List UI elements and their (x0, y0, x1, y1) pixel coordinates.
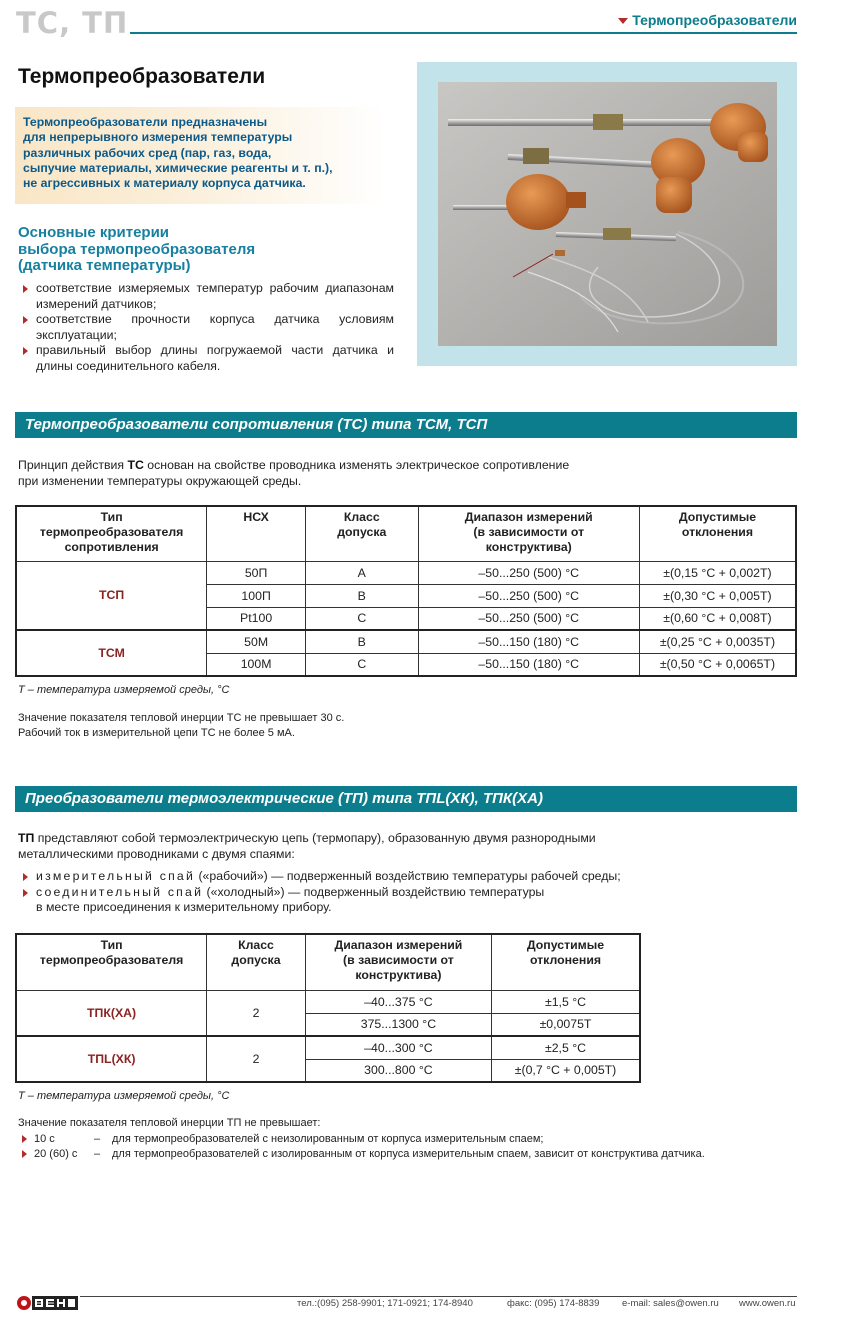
criteria-title-line: Основные критерии (18, 224, 170, 241)
tp-cell-range: 300...800 °C (305, 1059, 491, 1082)
ts-note-line: Значение показателя тепловой инерции ТС не превышает 30 с. (18, 712, 345, 724)
intro-line: для непрерывного измерения температуры (23, 130, 293, 145)
tp-th-dev: Допустимые отклонения (492, 934, 640, 990)
section-title (618, 12, 797, 28)
tp-inertia-title: Значение показателя тепловой инерции ТП не превышает: (18, 1117, 321, 1129)
tp-intro-bold: ТП (18, 831, 35, 845)
criteria-item: правильный выбор длины погружаемой части датчика и длины соединительного кабеля. (22, 343, 394, 374)
owen-logo (16, 1294, 78, 1312)
tp-intro (18, 831, 596, 862)
ts-note-t: T – температура измеряемой среды, °C (18, 684, 230, 696)
tp-cell-class: 2 (207, 1036, 306, 1082)
down-triangle-icon (618, 18, 628, 24)
tp-inertia (18, 1116, 778, 1163)
table-row (16, 561, 796, 584)
footer-phone: тел.:(095) 258-9901; 171-0921; 174-8940 (297, 1298, 473, 1309)
sensors-photo (438, 82, 777, 346)
footer-fax: факс: (095) 174-8839 (507, 1298, 600, 1309)
ts-principle-pre: Принцип действия (18, 458, 128, 472)
ts-cell-class: C (305, 653, 418, 676)
tp-note-t: T – температура измеряемой среды, °C (18, 1090, 230, 1102)
criteria-title (18, 225, 255, 275)
intro-line: Термопреобразователи предназначены (23, 115, 268, 129)
ts-cell-dev: ±(0,60 °C + 0,008T) (639, 607, 796, 630)
tp-type-name: ТПL(ХК) (16, 1036, 207, 1082)
ts-cell-class: A (305, 561, 418, 584)
ts-principle-bold: ТС (127, 458, 144, 472)
page-title: Термопреобразователи (18, 65, 266, 88)
junction-list (22, 869, 712, 916)
ts-principle-line1 (18, 458, 569, 474)
ts-cell-range: –50...150 (180) °C (418, 630, 639, 653)
ts-cell-nsh: 100М (207, 653, 306, 676)
table-row (16, 990, 640, 1013)
section-band-ts: Термопреобразователи сопротивления (ТС) типа ТСМ, ТСП (15, 412, 797, 438)
tp-type-name: ТПК(ХА) (16, 990, 207, 1036)
list-item: 20 (60) с – для термопреобразователей с изолированным от корпуса измерительным спаем, зависит от конструктива датчика. (18, 1147, 778, 1163)
ts-table-header (16, 506, 796, 561)
tp-cell-range: –40...300 °C (305, 1036, 491, 1059)
tp-table (15, 933, 641, 1083)
ts-cell-range: –50...150 (180) °C (418, 653, 639, 676)
intro-line: различных рабочих сред (пар, газ, вода, (23, 145, 272, 160)
ts-note-line: Рабочий ток в измерительной цепи ТС не более 5 мА. (18, 727, 295, 740)
ts-type-name: ТСМ (16, 630, 207, 676)
ts-cell-class: B (305, 630, 418, 653)
ts-cell-nsh: 50М (207, 630, 306, 653)
tp-intro-post: представляют собой термоэлектрическую цепь (термопару), образованную двумя разнородными (34, 831, 596, 845)
junction-item: соединительный спай («холодный») — подверженный воздействию температуры в месте присоединения к измерительному прибору. (22, 885, 712, 916)
ts-cell-range: –50...250 (500) °C (418, 561, 639, 584)
ts-th-dev: Допустимые отклонения (639, 506, 796, 561)
intro-line: не агрессивных к материалу корпуса датчика. (23, 176, 306, 191)
tp-cell-dev: ±(0,7 °C + 0,005T) (492, 1059, 640, 1082)
table-row (16, 1036, 640, 1059)
tp-cell-range: 375...1300 °C (305, 1013, 491, 1036)
ts-table (15, 505, 797, 677)
criteria-item: соответствие прочности корпуса датчика условиям эксплуатации; (22, 312, 394, 343)
criteria-item: соответствие измеряемых температур рабочим диапазонам измерений датчиков; (22, 281, 394, 312)
ts-cell-dev: ±(0,15 °C + 0,002T) (639, 561, 796, 584)
footer-email[interactable]: e-mail: sales@owen.ru (622, 1298, 719, 1309)
tp-cell-range: –40...375 °C (305, 990, 491, 1013)
criteria-title-line: выбора термопреобразователя (18, 240, 256, 258)
tp-th-range: Диапазон измерений (в зависимости от конструктива) (305, 934, 491, 990)
ts-cell-range: –50...250 (500) °C (418, 584, 639, 607)
ts-type-name: ТСП (16, 561, 207, 630)
tp-th-class: Класс допуска (207, 934, 306, 990)
ts-th-nsh: НСХ (207, 506, 306, 561)
intro-line: сыпучие материалы, химические реагенты и т. п.), (23, 160, 333, 175)
tp-cell-dev: ±0,0075T (492, 1013, 640, 1036)
ts-th-range: Диапазон измерений (в зависимости от конструктива) (418, 506, 639, 561)
ts-cell-dev: ±(0,30 °C + 0,005T) (639, 584, 796, 607)
header-rule (130, 32, 797, 34)
tp-th-type: Тип термопреобразователя (16, 934, 207, 990)
ts-cell-nsh: 100П (207, 584, 306, 607)
section-band-tp: Преобразователи термоэлектрические (ТП) типа ТПL(ХК), ТПК(ХА) (15, 786, 797, 812)
ts-cell-dev: ±(0,50 °C + 0,0065T) (639, 653, 796, 676)
criteria-title-line: (датчика температуры) (18, 257, 191, 274)
tp-intro-line2: металлическими проводниками с двумя спаями: (18, 846, 295, 861)
tp-cell-dev: ±1,5 °C (492, 990, 640, 1013)
list-item: 10 с – для термопреобразователей с неизолированным от корпуса измерительным спаем; (18, 1132, 778, 1148)
tp-cell-class: 2 (207, 990, 306, 1036)
tp-cell-dev: ±2,5 °C (492, 1036, 640, 1059)
ts-th-class: Класс допуска (305, 506, 418, 561)
ts-cell-range: –50...250 (500) °C (418, 607, 639, 630)
section-code: ТС, ТП (16, 6, 129, 40)
tp-intro-line1 (18, 831, 596, 847)
ts-cell-nsh: Pt100 (207, 607, 306, 630)
ts-principle-post: основан на свойстве проводника изменять электрическое сопротивление (143, 458, 570, 472)
ts-cell-class: B (305, 584, 418, 607)
ts-th-type: Тип термопреобразователя сопротивления (16, 506, 207, 561)
footer-rule (80, 1296, 797, 1297)
ts-cell-class: C (305, 607, 418, 630)
ts-cell-nsh: 50П (207, 561, 306, 584)
table-row (16, 630, 796, 653)
criteria-list (22, 281, 394, 375)
ts-cell-dev: ±(0,25 °C + 0,0035T) (639, 630, 796, 653)
intro-box (15, 107, 385, 204)
footer-web[interactable]: www.owen.ru (739, 1298, 796, 1309)
ts-principle-line2: при изменении температуры окружающей среды. (18, 473, 302, 488)
junction-item: измерительный спай («рабочий») — подверженный воздействию температуры рабочей среды; (22, 869, 712, 885)
section-title-text: Термопреобразователи (632, 12, 797, 28)
ts-notes (18, 711, 344, 742)
tp-table-header (16, 934, 640, 990)
ts-principle (18, 458, 569, 489)
